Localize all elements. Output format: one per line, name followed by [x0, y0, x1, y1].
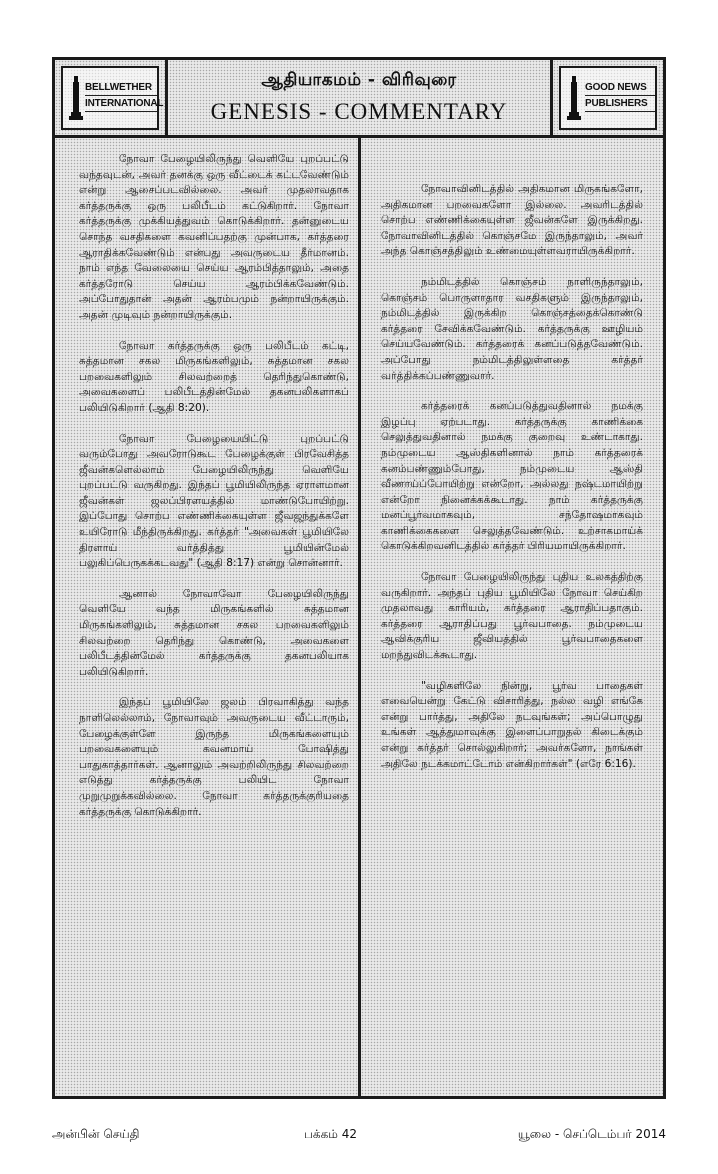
footer-issue-date: யூலை - செப்டெம்பர் 2014 [517, 1127, 666, 1141]
paragraph: இந்தப் பூமியிலே ஜலம் பிரவாகித்து வந்த நாளிலெல்லாம், நோவாவும் அவருடைய வீட்டாரும், பேழைக்குள்ளே இருந்த மிருகங்களையும் பறவைகளையும் கவனமாய் போஷித்து பாதுகாத்தார்கள். ஆனாலும் அவற்றிலிருந்து சிலவற்றை எடுத்து கர்த்தருக்கு பலியிட நோவா முறுமுறுக்கவில்லை. நோவா கர்த்தருக்குரியதை கர்த்தருக்கு கொடுக்கிறார். [79, 696, 349, 818]
paragraph: ஆனால் நோவாவோ பேழையிலிருந்து வெளியே வந்த மிருகங்களில் சுத்தமான மிருகங்களிலும், சுத்தமான சகல பறவைகளிலும் சிலவற்றை தெரிந்து கொண்டு, அவைகளை பலிபீடத்தின்மேல் கர்த்தருக்கு தகனபலியாக பலியிடுகிறார். [79, 587, 349, 678]
footer-publication: அன்பின் செய்தி [52, 1127, 140, 1141]
paragraph: நோவா பேழையிலிருந்து வெளியே புறப்பட்டு வந்தவுடன், அவர் தனக்கு ஒரு வீட்டைக் கட்டவேண்டும் என்று ஆசைப்படவில்லை. அவர் முதலாவதாக கர்த்தருக்கு ஒரு பலிபீடம் கட்டுகிறார். நோவா கர்த்தருக்கு முக்கியத்துவம் கொடுக்கிறார். தன்னுடைய சொந்த வசதிகளை கவனிப்பதற்கு முன்பாக, கர்த்தரை ஆராதிக்கவேண்டும் என்பது அவருடைய தீர்மானம். நாம் எந்த வேலையை செய்ய ஆரம்பித்தாலும், அதை கர்த்தரோடு செய்ய ஆரம்பிக்கவேண்டும். அப்போதுதான் அதன் ஆரம்பமும் நன்றாயிருக்கும். அதன் முடிவும் நன்றாயிருக்கும். [79, 153, 349, 321]
paragraph: கர்த்தரைக் கனப்படுத்துவதினால் நமக்கு இழப்பு ஏற்படாது. கர்த்தருக்கு காணிக்கை செலுத்துவதினால் நமக்கு குறைவு உண்டாகாது. நம்முடைய ஆஸ்திகளினால் நாம் கர்த்தரைக் கனம்பண்ணும்போது, நம்முடைய ஆஸ்தி வீணாய்ப்போயிற்று என்றோ, அல்லது நஷ்டமாயிற்று என்றோ நினைக்கக்கூடாது. நாம் கர்த்தருக்கு மனப்பூர்வமாகவும், சந்தோஷமாகவும் காணிக்கைகளை செலுத்தவேண்டும். உற்சாகமாய்க் கொடுக்கிறவனிடத்தில் கர்த்தர் பிரியமாயிருக்கிறார். [381, 400, 643, 553]
page-footer [0, 1127, 718, 1147]
paragraph: நோவா பேழையையிட்டு புறப்பட்டு வரும்போது அவரோடுகூட பேழைக்குள் பிரவேசித்த ஜீவன்களெல்லாம் பேழையிலிருந்து வெளியே புறப்பட்டு வருகிறது. இந்தப் பூமியிலிருந்த ஏராளமான ஜீவன்கள் ஜலப்பிரளயத்தில் மாண்டுபோயிற்று. இப்போது சொற்ப எண்ணிக்கையுள்ள ஜீவஜந்துக்களே உயிரோடு மீந்திருக்கிறது. கர்த்தர் "அவைகள் பூமியிலே திரளாய் வர்த்தித்து பூமியின்மேல் பலுகிப்பெருகக்கடவது" (ஆதி 8:17) என்று சொன்னார். [79, 432, 349, 570]
good-news-logo-text [585, 80, 655, 112]
good-news-logo-icon [567, 76, 581, 120]
paragraph: நோவா பேழையிலிருந்து புதிய உலகத்திற்கு வருகிறார். அந்தப் புதிய பூமியிலே நோவா செய்கிற முதலாவது காரியம், கர்த்தரை ஆராதிப்பதாகும். கர்த்தரை ஆராதிப்பது பூர்வபாதை. நம்முடைய ஆவிக்குரிய ஜீவியத்தில் பூர்வபாதைகளை மறந்துவிடக்கூடாது. [381, 571, 643, 662]
bellwether-logo-line1: BELLWETHER [85, 80, 157, 96]
bellwether-logo [61, 66, 164, 130]
paragraph: நோவாவினிடத்தில் அதிகமான மிருகங்களோ, அதிகமான பறவைகளோ இல்லை. அவரிடத்தில் சொற்ப எண்ணிக்கையுள்ள ஜீவன்களே இருக்கிறது. நோவாவினிடத்தில் கொஞ்சமே இருந்தாலும், அவர் அந்த கொஞ்சத்திலும் உண்மையுள்ளவராயிருக்கிறார். [381, 183, 643, 258]
bellwether-logo-line2: INTERNATIONAL [85, 96, 157, 112]
good-news-logo-line1: GOOD NEWS [585, 80, 655, 96]
column-divider [358, 138, 361, 1096]
title-tamil: ஆதியாகமம் - விரிவுரை [261, 70, 457, 90]
bellwether-logo-icon [69, 76, 83, 120]
paragraph: நோவா கர்த்தருக்கு ஒரு பலிபீடம் கட்டி, சுத்தமான சகல மிருகங்களிலும், சுத்தமான சகல பறவைகளிலும் சிலவற்றைத் தெரிந்துகொண்டு, அவைகளைப் பலிபீடத்தின்மேல் தகனபலிகளாகப் பலியிடுகிறார் (ஆதி 8:20). [79, 339, 349, 414]
good-news-logo-line2: PUBLISHERS [585, 96, 655, 112]
paragraph: "வழிகளிலே நின்று, பூர்வ பாதைகள் எவையென்று கேட்டு விசாரித்து, நல்ல வழி எங்கே என்று பார்த்து, அதிலே நடவுங்கள்; அப்பொழுது உங்கள் ஆத்துமாவுக்கு இளைப்பாறுதல் கிடைக்கும் என்று கர்த்தர் சொல்லுகிறார்; அவர்களோ, நாங்கள் அதிலே நடக்கமாட்டோம் என்கிறார்கள்" (எரே 6:16). [381, 679, 643, 770]
page-title [165, 60, 553, 135]
left-column [79, 152, 349, 835]
paragraph: நம்மிடத்தில் கொஞ்சம் நாளிருந்தாலும், கொஞ்சம் பொருளாதார வசதிகளும் இருந்தாலும், நம்மிடத்தில் இருக்கிற கொஞ்சத்தைக்கொண்டு கர்த்தரை சேவிக்கவேண்டும். கர்த்தருக்கு ஊழியம் செய்யவேண்டும். கர்த்தரைக் கனப்படுத்தவேண்டும். அப்போது நம்மிடத்திலுள்ளதை கர்த்தர் வர்த்திக்கப்பண்ணுவார். [381, 275, 643, 382]
footer-page-number: பக்கம் 42 [304, 1127, 358, 1141]
page-header [55, 60, 663, 138]
right-column [381, 182, 643, 787]
good-news-logo [559, 66, 657, 130]
title-english: GENESIS - COMMENTARY [210, 99, 508, 124]
bellwether-logo-text [85, 80, 164, 112]
page-frame [52, 57, 666, 1099]
